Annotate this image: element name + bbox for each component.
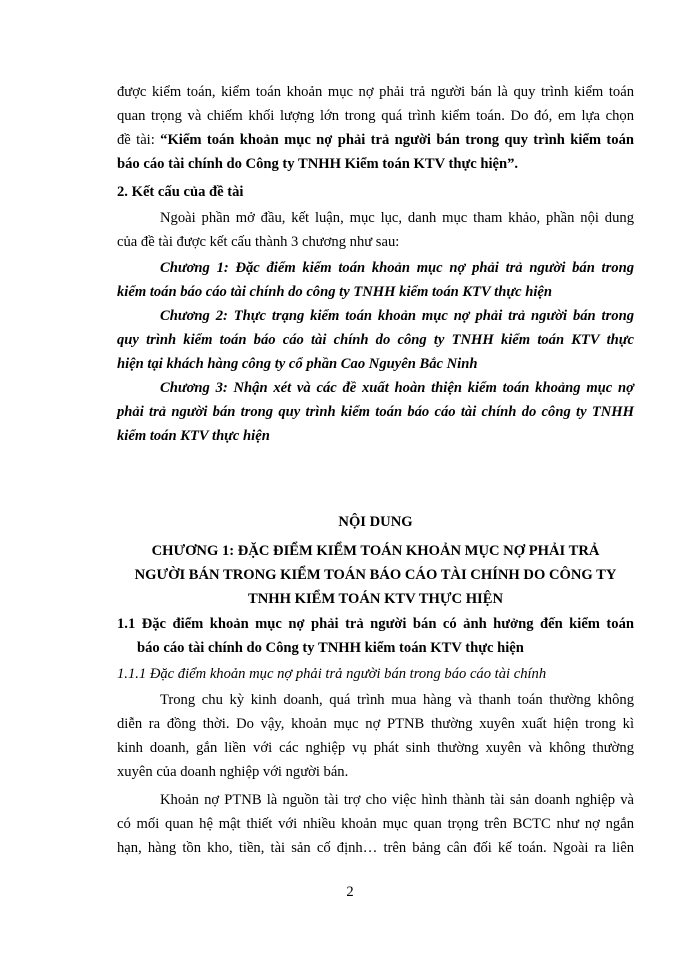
- para1-line-2: diễn ra đồng thời. Do vậy, khoản mục nợ PTNB thường xuyên xuất hiện trong kì: [117, 716, 634, 732]
- para1-line-1: Trong chu kỳ kinh doanh, quá trình mua hàng và thanh toán thường không: [160, 692, 634, 708]
- para2-line-3: hạn, hàng tồn kho, tiền, tài sản cố định… trên bảng cân đối kế toán. Ngoài ra liên: [117, 840, 634, 856]
- chapter2-summary-3: hiện tại khách hàng công ty cổ phần Cao Nguyên Bắc Ninh: [117, 356, 478, 372]
- para1-line-3: kinh doanh, gắn liền với các nghiệp vụ phát sinh thường xuyên và không thường: [117, 740, 634, 756]
- section-1-1-line-2: báo cáo tài chính do Công ty TNHH kiểm toán KTV thực hiện: [137, 640, 524, 656]
- chapter2-summary-1: Chương 2: Thực trạng kiểm toán khoản mục nợ phải trả người bán trong: [160, 308, 634, 324]
- para2-line-2: có mối quan hệ mật thiết với nhiều khoản mục quan trọng trên BCTC như nợ ngắn: [117, 816, 634, 832]
- chapter3-summary-1: Chương 3: Nhận xét và các đề xuất hoàn thiện kiểm toán khoảng mục nợ: [160, 380, 634, 396]
- para1-line-4: xuyên của doanh nghiệp với người bán.: [117, 764, 349, 780]
- topic-title-1: “Kiểm toán khoản mục nợ phải trả người bán trong quy trình kiểm toán: [160, 132, 634, 148]
- page-number: 2: [346, 884, 354, 900]
- chapter1-title-2: NGƯỜI BÁN TRONG KIỂM TOÁN BÁO CÁO TÀI CHÍNH DO CÔNG TY: [134, 567, 617, 583]
- structure-heading: 2. Kết cấu của đề tài: [117, 184, 244, 200]
- chapter1-summary-1: Chương 1: Đặc điểm kiểm toán khoản mục nợ phải trả người bán trong: [160, 260, 634, 276]
- intro-line-2: quan trọng và chiếm khối lượng lớn trong quá trình kiểm toán. Do đó, em lựa chọn: [117, 108, 634, 124]
- section-1-1-1-heading: 1.1.1 Đặc điểm khoản mục nợ phải trả người bán trong báo cáo tài chính: [117, 666, 547, 682]
- intro-line-3: [117, 130, 634, 150]
- structure-intro-2: của đề tài được kết cấu thành 3 chương như sau:: [117, 234, 400, 250]
- intro-line-3-lead: đề tài:: [117, 132, 161, 148]
- chapter1-title-1: CHƯƠNG 1: ĐẶC ĐIỂM KIỂM TOÁN KHOẢN MỤC NỢ PHẢI TRẢ: [151, 543, 600, 559]
- intro-line-1: được kiểm toán, kiểm toán khoản mục nợ phải trả người bán là quy trình kiểm toán: [117, 84, 634, 100]
- chapter1-title-3: TNHH KIỂM TOÁN KTV THỰC HIỆN: [247, 591, 504, 607]
- topic-title-2: báo cáo tài chính do Công ty TNHH Kiểm toán KTV thực hiện”.: [117, 156, 519, 172]
- chapter2-summary-2: quy trình kiểm toán báo cáo tài chính do công ty TNHH kiểm toán KTV thực: [117, 332, 634, 348]
- structure-intro-1: Ngoài phần mở đầu, kết luận, mục lục, danh mục tham khảo, phần nội dung: [160, 210, 634, 226]
- content-heading: NỘI DUNG: [338, 514, 413, 530]
- chapter3-summary-2: phải trả người bán trong quy trình kiểm toán báo cáo tài chính do công ty TNHH: [117, 404, 634, 420]
- chapter1-summary-2: kiểm toán báo cáo tài chính do công ty TNHH kiểm toán KTV thực hiện: [117, 284, 552, 300]
- para2-line-1: Khoản nợ PTNB là nguồn tài trợ cho việc hình thành tài sản doanh nghiệp và: [160, 792, 634, 808]
- section-1-1-line-1: 1.1 Đặc điểm khoản mục nợ phải trả người bán có ảnh hưởng đến kiểm toán: [117, 616, 634, 632]
- chapter3-summary-3: kiểm toán KTV thực hiện: [117, 428, 270, 444]
